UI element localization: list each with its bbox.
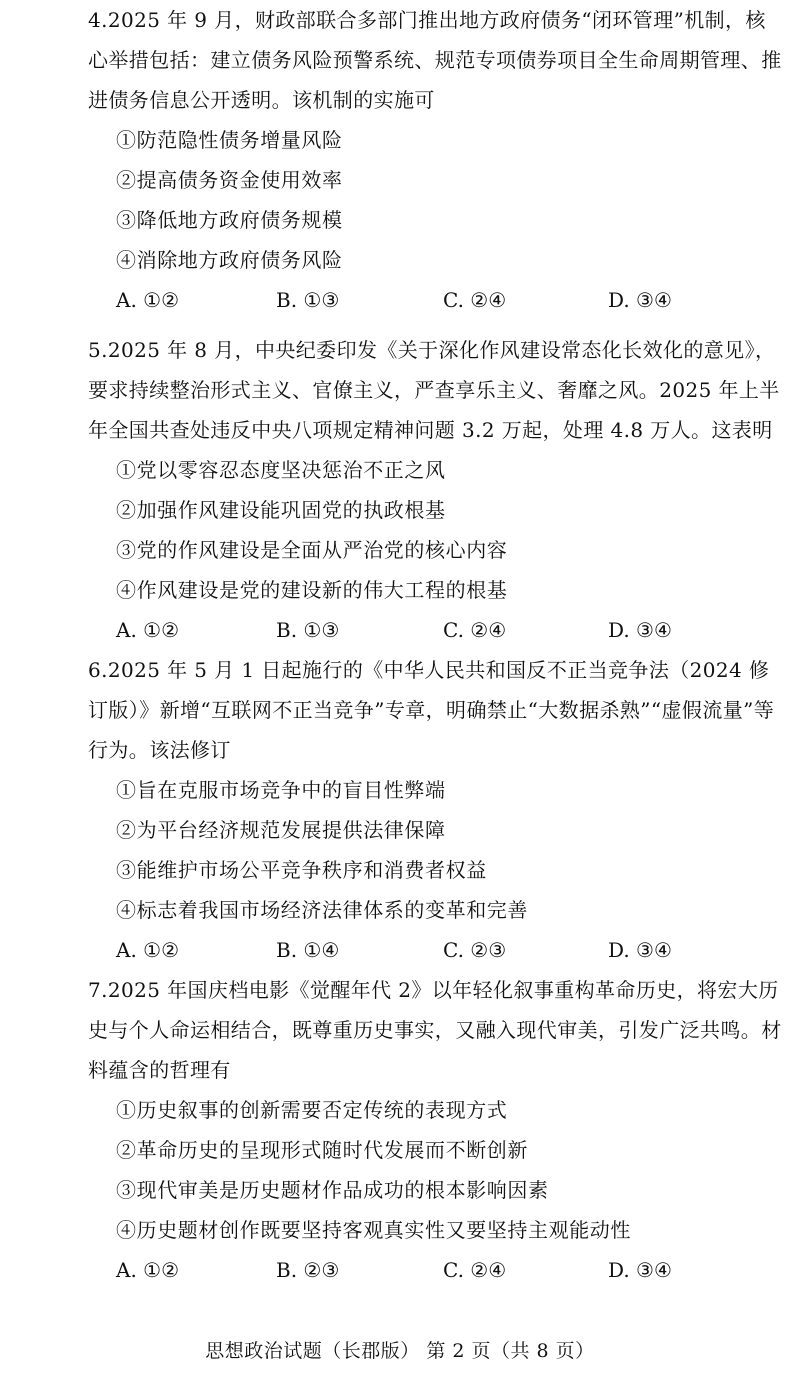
- question-5: [88, 330, 782, 650]
- question-text: 2025 年 5 月 1 日起施行的《中华人民共和国反不正当竞争法（2024 修订版）》新增“互联网不正当竞争”专章，明确禁止“大数据杀熟”“虚假流量”等行为。该法修订: [88, 658, 775, 762]
- page-footer: 思想政治试题（长郡版） 第 2 页（共 8 页）: [205, 1340, 595, 1362]
- question-stem: [88, 970, 782, 1090]
- answer-choices: [88, 280, 782, 320]
- option-2: ②加强作风建设能巩固党的执政根基: [116, 498, 446, 522]
- option-2: ②为平台经济规范发展提供法律保障: [116, 818, 446, 842]
- option-3: ③降低地方政府债务规模: [116, 208, 343, 232]
- option-4: ④作风建设是党的建设新的伟大工程的根基: [116, 578, 508, 602]
- option-1: ①历史叙事的创新需要否定传统的表现方式: [116, 1098, 508, 1122]
- option-1: ①防范隐性债务增量风险: [116, 128, 343, 152]
- choice-c: C. ②④: [443, 618, 507, 642]
- option-2: ②革命历史的呈现形式随时代发展而不断创新: [116, 1138, 528, 1162]
- question-4: [88, 0, 782, 320]
- choice-c: C. ②④: [443, 288, 507, 312]
- choice-d: D. ③④: [608, 938, 672, 962]
- choice-b: B. ①③: [276, 618, 340, 642]
- option-3: ③现代审美是历史题材作品成功的根本影响因素: [116, 1178, 549, 1202]
- choice-d: D. ③④: [608, 618, 672, 642]
- choice-b: B. ②③: [276, 1258, 340, 1282]
- choice-a: A. ①②: [116, 938, 180, 962]
- choice-b: B. ①③: [276, 288, 340, 312]
- answer-choices: [88, 610, 782, 650]
- option-4: ④消除地方政府债务风险: [116, 248, 343, 272]
- choice-d: D. ③④: [608, 288, 672, 312]
- option-3: ③能维护市场公平竞争秩序和消费者权益: [116, 858, 487, 882]
- question-7: [88, 970, 782, 1290]
- option-1: ①党以零容忍态度坚决惩治不正之风: [116, 458, 446, 482]
- question-6: [88, 650, 782, 970]
- question-stem: [88, 0, 782, 120]
- option-2: ②提高债务资金使用效率: [116, 168, 343, 192]
- choice-b: B. ①④: [276, 938, 340, 962]
- question-stem: [88, 330, 782, 450]
- choice-a: A. ①②: [116, 1258, 180, 1282]
- option-4: ④标志着我国市场经济法律体系的变革和完善: [116, 898, 528, 922]
- question-stem: [88, 650, 782, 770]
- question-text: 2025 年国庆档电影《觉醒年代 2》以年轻化叙事重构革命历史，将宏大历史与个人命运相结合，既尊重历史事实，又融入现代审美，引发广泛共鸣。材料蕴含的哲理有: [88, 978, 782, 1082]
- choice-c: C. ②③: [443, 938, 507, 962]
- option-3: ③党的作风建设是全面从严治党的核心内容: [116, 538, 508, 562]
- option-1: ①旨在克服市场竞争中的盲目性弊端: [116, 778, 446, 802]
- question-number: 5.: [88, 338, 108, 362]
- choice-c: C. ②④: [443, 1258, 507, 1282]
- question-text: 2025 年 8 月，中央纪委印发《关于深化作风建设常态化长效化的意见》，要求持续整治形式主义、官僚主义，严查享乐主义、奢靡之风。2025 年上半年全国共查处违反中央八项规定精神问题 3.2 万起，处理 4.8 万人。这表明: [88, 338, 780, 442]
- choice-d: D. ③④: [608, 1258, 672, 1282]
- question-text: 2025 年 9 月，财政部联合多部门推出地方政府债务“闭环管理”机制，核心举措包括：建立债务风险预警系统、规范专项债券项目全生命周期管理、推进债务信息公开透明。该机制的实施可: [88, 8, 782, 112]
- choice-a: A. ①②: [116, 618, 180, 642]
- answer-choices: [88, 930, 782, 970]
- option-4: ④历史题材创作既要坚持客观真实性又要坚持主观能动性: [116, 1218, 631, 1242]
- question-number: 7.: [88, 978, 108, 1002]
- question-number: 6.: [88, 658, 108, 682]
- answer-choices: [88, 1250, 782, 1290]
- choice-a: A. ①②: [116, 288, 180, 312]
- question-number: 4.: [88, 8, 108, 32]
